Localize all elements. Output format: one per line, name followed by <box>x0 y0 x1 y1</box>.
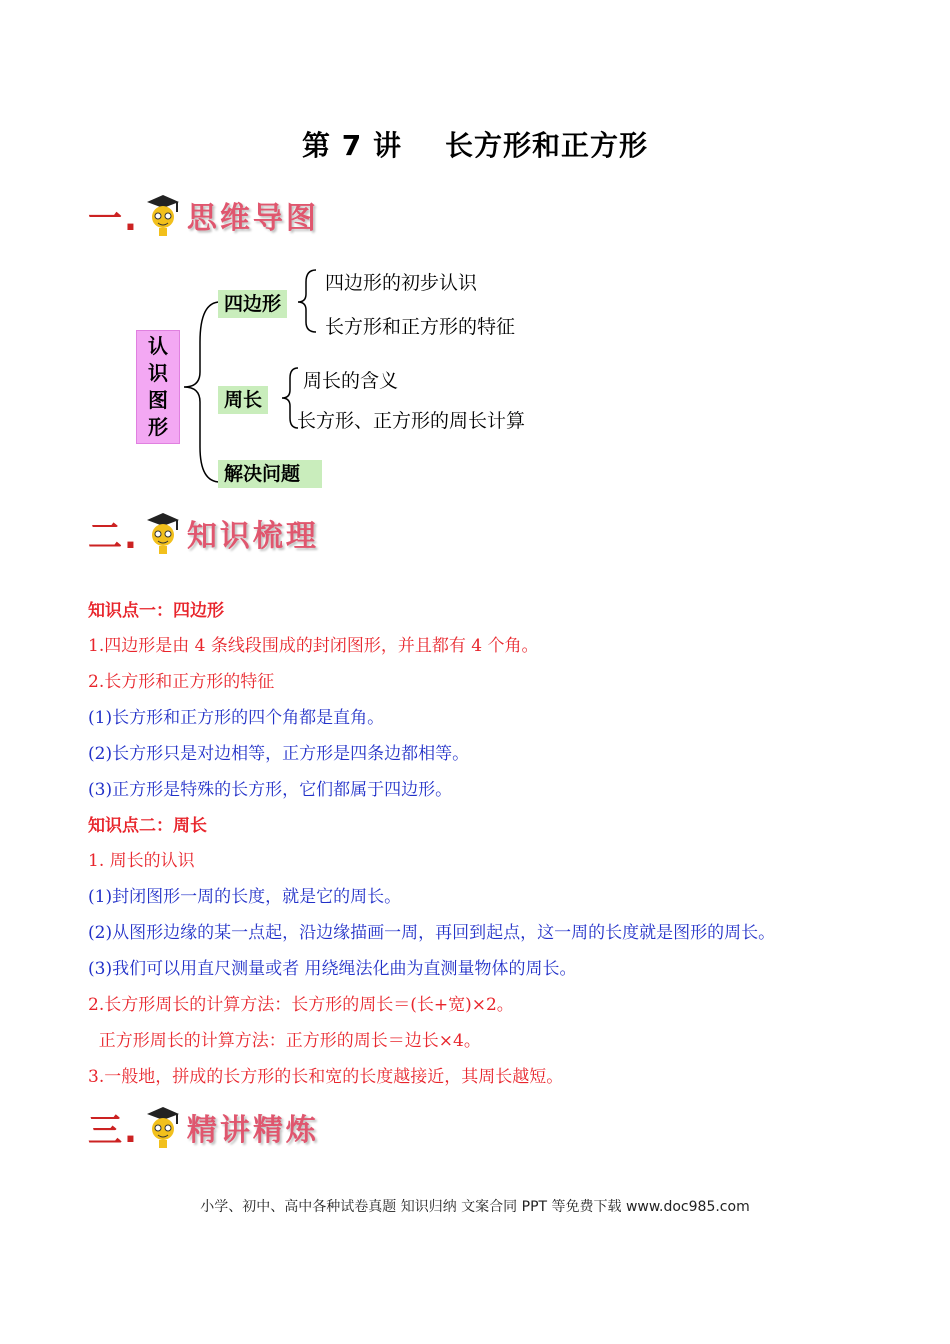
section-header-mindmap <box>88 192 319 238</box>
page-title: 第 7 讲 长方形和正方形 <box>302 129 648 162</box>
mindmap-branch-perimeter: 周长 <box>218 386 268 414</box>
bracket-quadrilateral <box>292 266 322 336</box>
section-number: 三. <box>88 1110 139 1151</box>
knowledge-point-heading: 知识点一：四边形 <box>88 601 224 621</box>
mindmap-leaf: 长方形和正方形的特征 <box>325 316 516 338</box>
content-line: (1)长方形和正方形的四个角都是直角。 <box>88 708 385 728</box>
mindmap-leaf: 长方形、正方形的周长计算 <box>297 410 526 432</box>
section-title: 精讲精炼 <box>186 1113 319 1148</box>
content-line: 1.四边形是由 4 条线段围成的封闭图形，并且都有 4 个角。 <box>88 636 539 656</box>
graduate-mascot-icon <box>143 510 183 556</box>
root-char: 形 <box>148 415 168 439</box>
content-line: 2.长方形周长的计算方法：长方形的周长＝(长+宽)×2。 <box>88 995 514 1015</box>
section-title: 思维导图 <box>186 201 319 236</box>
footer-text: 小学、初中、高中各种试卷真题 知识归纳 文案合同 PPT 等免费下载 www.doc985.com <box>200 1199 750 1215</box>
root-char: 识 <box>148 361 168 385</box>
graduate-mascot-icon <box>143 192 183 238</box>
content-line: 正方形周长的计算方法：正方形的周长＝边长×4。 <box>88 1031 481 1051</box>
section-header-knowledge <box>88 510 319 556</box>
mindmap-leaf: 周长的含义 <box>303 370 399 392</box>
content-line: (1)封闭图形一周的长度，就是它的周长。 <box>88 887 402 907</box>
content-line: (2)从图形边缘的某一点起，沿边缘描画一周，再回到起点，这一周的长度就是图形的周长。 <box>88 923 776 943</box>
section-title: 知识梳理 <box>186 519 319 554</box>
mindmap-leaf: 四边形的初步认识 <box>325 272 478 294</box>
section-number: 二. <box>88 516 139 557</box>
root-char: 认 <box>148 334 168 358</box>
section-header-practice <box>88 1104 319 1150</box>
content-line: (3)正方形是特殊的长方形，它们都属于四边形。 <box>88 780 453 800</box>
knowledge-point-heading: 知识点二：周长 <box>88 816 207 836</box>
graduate-mascot-icon <box>143 1104 183 1150</box>
content-line: 1. 周长的认识 <box>88 851 195 871</box>
content-line: (3)我们可以用直尺测量或者 用绕绳法化曲为直测量物体的周长。 <box>88 959 577 979</box>
mindmap-branch-problem-solving: 解决问题 <box>218 460 322 488</box>
content-line: 3.一般地，拼成的长方形的长和宽的长度越接近，其周长越短。 <box>88 1067 564 1087</box>
mindmap-root <box>136 330 180 444</box>
content-line: (2)长方形只是对边相等，正方形是四条边都相等。 <box>88 744 470 764</box>
root-char: 图 <box>148 388 168 412</box>
mindmap-branch-quadrilateral: 四边形 <box>218 290 287 318</box>
content-line: 2.长方形和正方形的特征 <box>88 672 275 692</box>
section-number: 一. <box>88 198 139 239</box>
